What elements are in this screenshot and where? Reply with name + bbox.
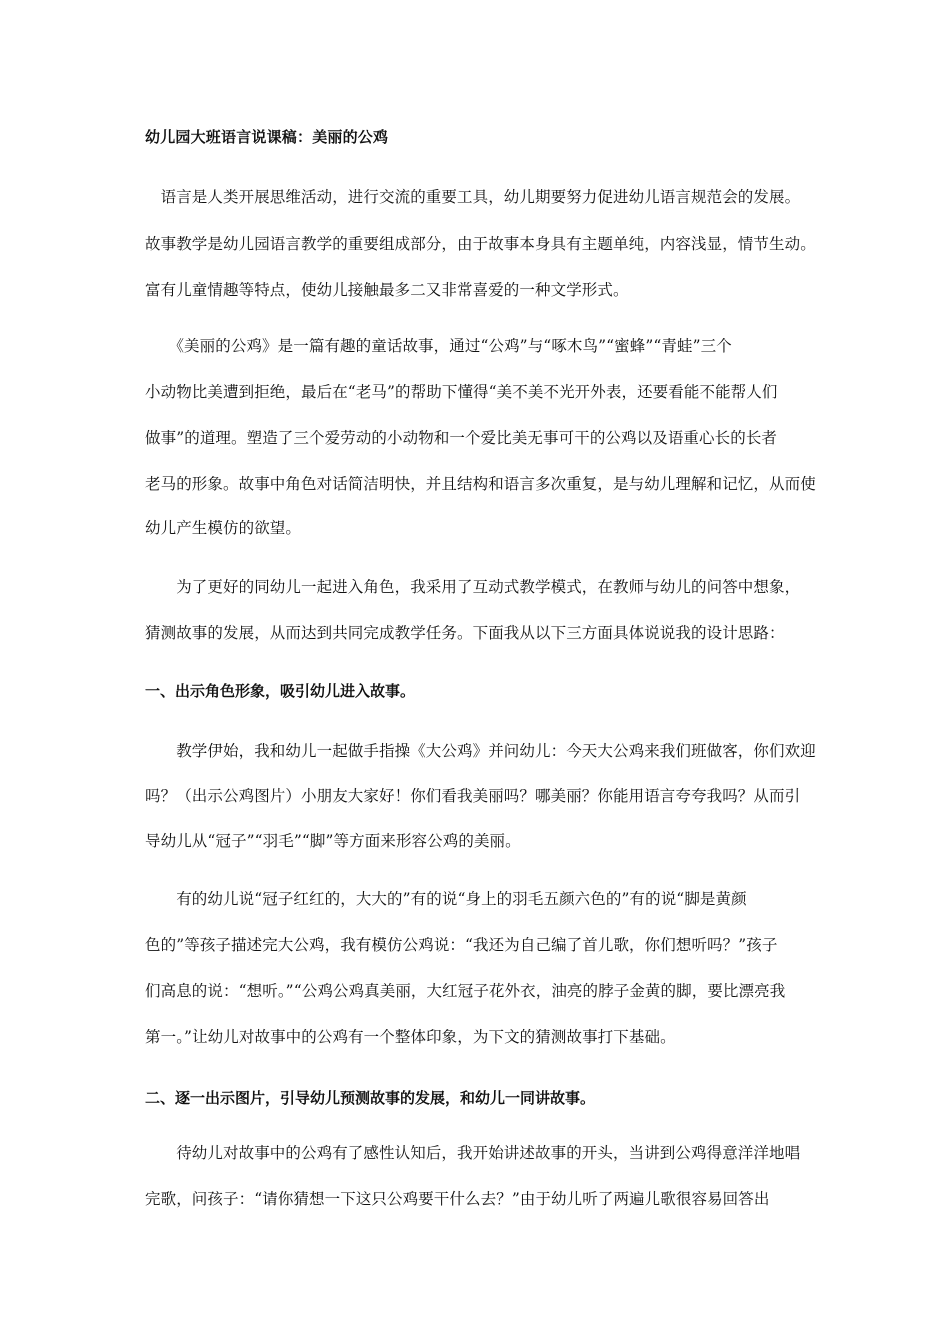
paragraph-line: 语言是人类开展思维活动，进行交流的重要工具，幼儿期要努力促进幼儿语言规范会的发展。: [145, 188, 801, 206]
paragraph-line: 们高息的说：“想听。”“公鸡公鸡真美丽，大红冠子花外衣，油亮的脖子金黄的脚，要比漂亮我: [145, 982, 786, 1000]
paragraph-line: 故事教学是幼儿园语言教学的重要组成部分，由于故事本身具有主题单纯，内容浅显，情节生动。: [145, 235, 816, 253]
paragraph-line: 幼儿产生模仿的欲望。: [145, 519, 302, 537]
paragraph-line: 待幼儿对故事中的公鸡有了感性认知后，我开始讲述故事的开头，当讲到公鸡得意洋洋地唱: [145, 1144, 801, 1162]
paragraph-line: 教学伊始，我和幼儿一起做手指操《大公鸡》并问幼儿：今天大公鸡来我们班做客，你们欢迎: [145, 742, 816, 760]
paragraph-line: 《美丽的公鸡》是一篇有趣的童话故事，通过“公鸡”与“啄木鸟”“蜜蜂”“青蛙”三个: [145, 337, 732, 355]
paragraph-line: 导幼儿从“冠子”“羽毛”“脚”等方面来形容公鸡的美丽。: [145, 832, 521, 850]
paragraph-line: 吗？（出示公鸡图片）小朋友大家好！你们看我美丽吗？哪美丽？你能用语言夸夸我吗？从而引: [145, 787, 801, 805]
section-heading-2: 二、逐一出示图片，引导幼儿预测故事的发展，和幼儿一同讲故事。: [145, 1089, 596, 1107]
document-title: 幼儿园大班语言说课稿：美丽的公鸡: [145, 128, 389, 146]
paragraph-line: 色的”等孩子描述完大公鸡，我有模仿公鸡说：“我还为自己编了首儿歌，你们想听吗？”孩子: [145, 936, 778, 954]
paragraph-line: 为了更好的同幼儿一起进入角色，我采用了互动式教学模式，在教师与幼儿的问答中想象，: [145, 578, 801, 596]
paragraph-line: 第一。”让幼儿对故事中的公鸡有一个整体印象，为下文的猜测故事打下基础。: [145, 1028, 676, 1046]
section-heading-1: 一、出示角色形象，吸引幼儿进入故事。: [145, 682, 416, 700]
paragraph-line: 老马的形象。故事中角色对话简洁明快，并且结构和语言多次重复，是与幼儿理解和记忆，从而使: [145, 475, 816, 493]
paragraph-line: 富有儿童情趣等特点，使幼儿接触最多二又非常喜爱的一种文学形式。: [145, 281, 629, 299]
paragraph-line: 有的幼儿说“冠子红红的，大大的”有的说“身上的羽毛五颜六色的”有的说“脚是黄颜: [145, 890, 747, 908]
paragraph-line: 完歌，问孩子：“请你猜想一下这只公鸡要干什么去？”由于幼儿听了两遍儿歌很容易回答出: [145, 1190, 770, 1208]
paragraph-line: 做事”的道理。塑造了三个爱劳动的小动物和一个爱比美无事可干的公鸡以及语重心长的长者: [145, 429, 778, 447]
paragraph-line: 猜测故事的发展，从而达到共同完成教学任务。下面我从以下三方面具体说说我的设计思路：: [145, 624, 785, 642]
paragraph-line: 小动物比美遭到拒绝，最后在“老马”的帮助下懂得“美不美不光开外表，还要看能不能帮人们: [145, 383, 778, 401]
